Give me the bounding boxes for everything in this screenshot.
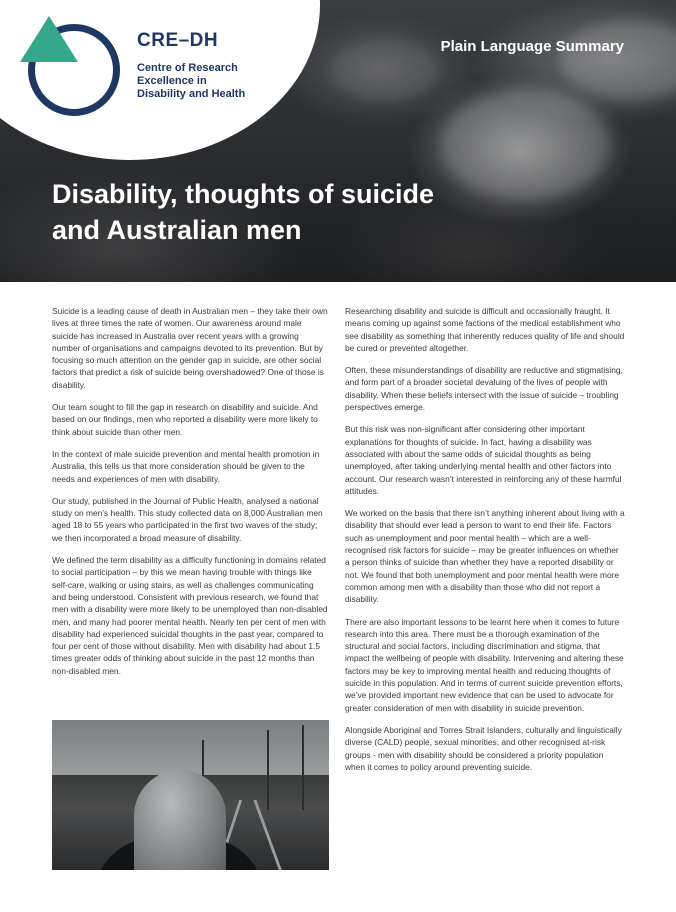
paragraph: There are also important lessons to be learnt here when it comes to future research into this area. There must be a thorough examination of the structural and social factors, including discrimination and stigma, that impact the wellbeing of people with disability. Intervening and altering these factors may be key to improving mental health and reducing thoughts of suicide in this population. And in terms of current suicide prevention efforts, we’ve provided important new evidence that can be used to advocate for greater consideration of men with disability in suicide prevention.	[345, 616, 624, 713]
hooded-man-photo	[52, 720, 329, 870]
paragraph: In the context of male suicide prevention and mental health promotion in Australia, this tells us that more consideration should be given to the needs and experiences of men with disability.	[52, 448, 320, 484]
document-type: Plain Language Summary	[440, 38, 624, 55]
logo-abbreviation: CRE–DH	[137, 30, 219, 51]
logo-line-3: Disability and Health	[137, 88, 246, 100]
paragraph: Alongside Aboriginal and Torres Strait Islanders, culturally and linguistically diverse (CALD) people, sexual minorities, and other recognised at-risk groups - men with disability should be considered a priority population when it comes to policy around preventing suicide.	[345, 724, 622, 772]
paragraph: We worked on the basis that there isn’t anything inherent about living with a disability that should ever lead a person to want to end their life. Factors such as unemployment and poor mental health – which are a well-recognised risk factors for suicide – may be greater influences on whether a person thinks of suicide than whether they have a reported disability or not. We found that both unemployment and poor mental health were more common among men with a disability than those who did not report a disability.	[345, 508, 625, 605]
paragraph: Often, these misunderstandings of disability are reductive and stigmatising, and form part of a broader societal devaluing of the lives of people with disability. When these beliefs intersect with the issue of suicide – troubling perspectives emerge.	[345, 365, 623, 413]
paragraph: Suicide is a leading cause of death in Australian men – they take their own lives at three times the rate of women. Our awareness around male suicide has increased in Australia over recent years with a growing number of organisations and campaigns devoted to its prevention. But by focusing so much attention on the gender gap in suicide, are other social factors that predict a risk of suicide being overshadowed? One of those is disability.	[52, 306, 328, 390]
page-title	[52, 176, 612, 248]
paragraph: Researching disability and suicide is difficult and occasionally fraught. It means coming up against some factions of the medical establishment who see disability as something that inherently reduces quality of life and should be cured or prevented altogether.	[345, 306, 625, 353]
logo-triangle-icon	[20, 16, 78, 62]
logo-line-1: Centre of Research	[137, 62, 238, 74]
left-column	[52, 305, 329, 687]
paragraph: But this risk was non-significant after considering other important explanations for thoughts of suicide. In fact, having a disability was associated with about the same odds of suicidal thoughts as being unemployed, after taking underlying mental health and other factors into account. Our research wasn’t interested in reinforcing any of these harmful attitudes.	[345, 424, 622, 496]
title-line-1: Disability, thoughts of suicide	[52, 179, 435, 209]
paragraph: Our team sought to fill the gap in research on disability and suicide. And based on our findings, men who reported a disability were more likely to think about suicide than other men.	[52, 402, 318, 437]
title-line-2: and Australian men	[52, 215, 302, 245]
paragraph: Our study, published in the Journal of Public Health, analysed a national study on men’s health. This study collected data on 8,000 Australian men aged 18 to 55 years who participated in the first two waves of the study; we then incorporated a broad measure of disability.	[52, 495, 323, 543]
paragraph: We defined the term disability as a difficulty functioning in domains related to social participation – by this we mean having trouble with things like self-care, walking or using stairs, as well as challenges communicating and being understood. Consistent with previous research, we found that men with a disability were more likely to be unemployed than non-disabled men, and many had poorer mental health. Nearly ten per cent of men with disability had experienced suicidal thoughts in the past year, compared to four per cent of those without disability. Men with disability had about 1.5 times greater odds of thinking about suicide in the past 12 months than non-disabled men.	[52, 555, 328, 676]
logo-line-2: Excellence in	[137, 75, 207, 87]
hero-banner	[0, 0, 676, 282]
right-column	[345, 305, 625, 783]
